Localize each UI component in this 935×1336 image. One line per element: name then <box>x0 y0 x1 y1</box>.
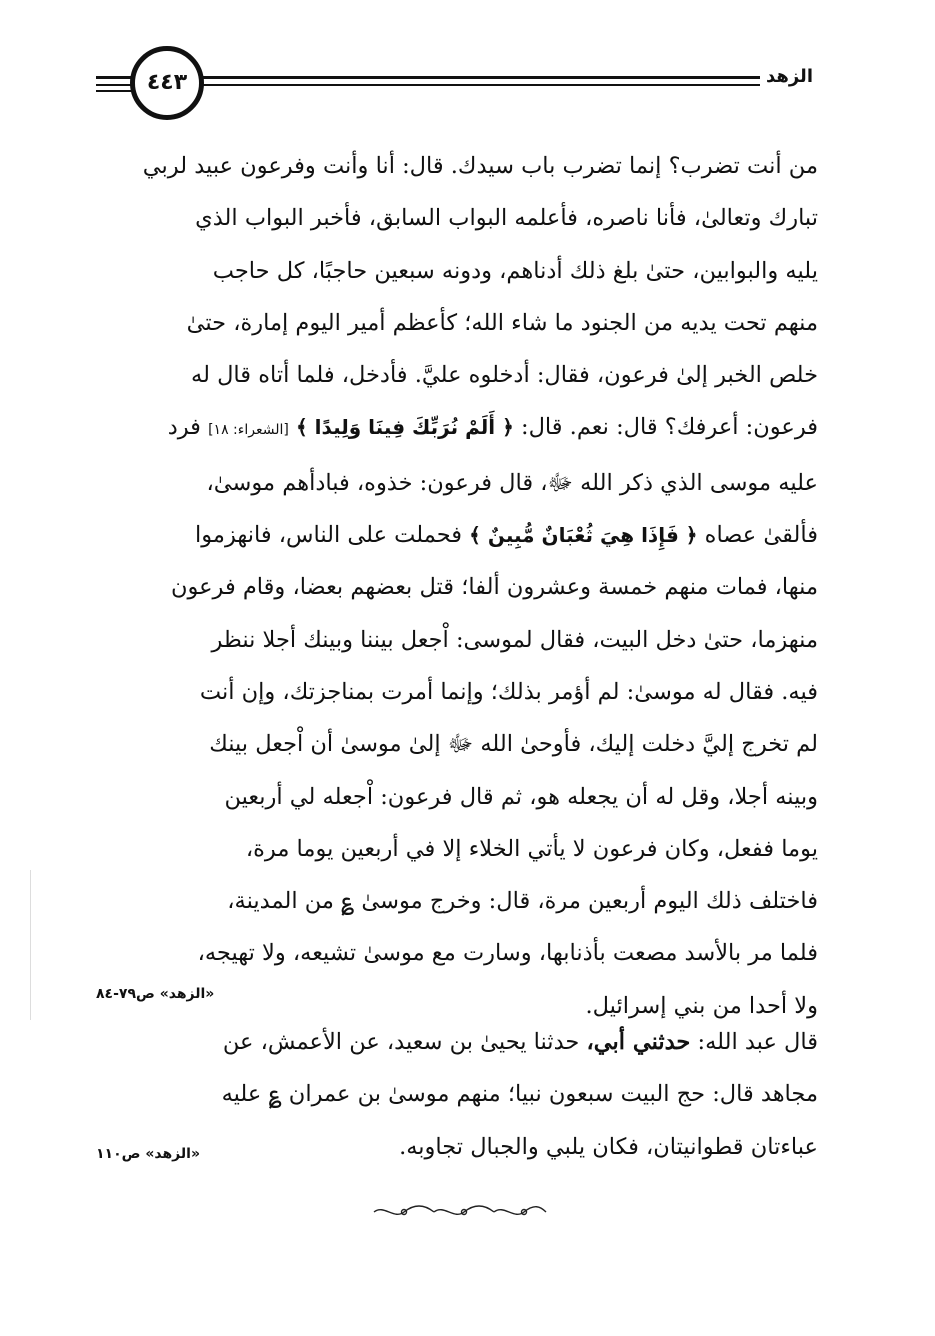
ornament-divider <box>370 1204 550 1220</box>
header-rule-top <box>96 76 818 79</box>
text-line: يليه والبوابين، حتىٰ بلغ ذلك أدناهم، ودونه سبعين حاجبًا، كل حاجب <box>212 257 818 284</box>
text-line: فاختلف ذلك اليوم أربعين مرة، قال: وخرج موسىٰ ؏ من المدينة، <box>227 888 818 915</box>
page-number: ٤٤٣ <box>130 46 204 120</box>
quran-reference: [الشعراء: ١٨] <box>208 422 289 439</box>
text-line: عليه موسى الذي ذكر الله ﷻ، قال فرعون: خذوه، فبادأهم موسىٰ، <box>206 469 818 496</box>
text-line: منها، فمات منهم خمسة وعشرون ألفا؛ قتل بعضهم بعضا، وقام فرعون <box>170 574 818 601</box>
text-line <box>96 1016 818 1068</box>
bold-text: حدثني أبي، <box>586 1029 691 1055</box>
source-reference: «الزهد» ص١١٠ <box>96 1146 200 1162</box>
quran-verse: ﴿ أَلَمْ نُرَبِّكَ فِينَا وَلِيدًا ﴾ <box>295 415 514 440</box>
running-head-title: الزهد <box>760 66 819 88</box>
second-paragraph <box>96 1016 818 1173</box>
main-text <box>96 140 818 1032</box>
line-text: قال عبد الله: <box>697 1029 818 1055</box>
page-header <box>0 0 935 140</box>
text-line: عباءتان قطوانيتان، فكان يلبي والجبال تجاوبه. <box>399 1133 818 1160</box>
text-line: يوما ففعل، وكان فرعون لا يأتي الخلاء إلا في أربعين يوما مرة، <box>245 835 818 862</box>
text-line: خلص الخبر إلىٰ فرعون، فقال: أدخلوه عليَّ. فأدخل، فلما أتاه قال له <box>191 362 818 389</box>
text-line: ولا أحدا من بني إسرائيل. <box>585 992 818 1019</box>
line-text: حدثنا يحيىٰ بن سعيد، عن الأعمش، عن <box>222 1029 580 1055</box>
line-text: فألقىٰ عصاه <box>704 522 818 549</box>
text-line: فيه. فقال له موسىٰ: لم أؤمر بذلك؛ وإنما أمرت بمناجزتك، وإن أنت <box>199 678 818 705</box>
text-line: منهم تحت يديه من الجنود ما شاء الله؛ كأعظم أمير اليوم إمارة، حتىٰ <box>186 309 818 336</box>
text-line: وبينه أجلا، وقل له أن يجعله هو، ثم قال فرعون: اْجعله لي أربعين <box>224 783 818 810</box>
text-line <box>96 401 818 456</box>
text-line: لم تخرج إليَّ دخلت إليك، فأوحىٰ الله ﷻ إلىٰ موسىٰ أن اْجعل بينك <box>209 731 818 758</box>
line-text: فرد <box>167 414 201 441</box>
text-line: منهزما، حتىٰ دخل البيت، فقال لموسى: اْجعل بيننا وبينك أجلا ننظر <box>211 626 818 653</box>
scan-margin-mark <box>30 870 31 1020</box>
quran-verse: ﴿ فَإِذَا هِيَ ثُعْبَانٌ مُّبِينٌ ﴾ <box>469 523 698 548</box>
line-text: فرعون: أعرفك؟ قال: نعم. قال: <box>520 414 818 441</box>
text-line: فلما مر بالأسد مصعت بأذنابها، وسارت مع موسىٰ تشيعه، ولا تهيجه، <box>197 940 818 967</box>
source-reference: «الزهد» ص٧٩-٨٤ <box>96 986 215 1002</box>
text-line: تبارك وتعالىٰ، فأنا ناصره، فأعلمه البواب السابق، فأخبر البواب الذي <box>195 205 818 232</box>
text-line: من أنت تضرب؟ إنما تضرب باب سيدك. قال: أنا وأنت وفرعون عبيد لربي <box>142 153 818 179</box>
text-line <box>96 509 818 561</box>
line-text: فحملت على الناس، فانهزموا <box>195 522 462 549</box>
header-rule-bottom <box>96 84 818 86</box>
text-line: مجاهد قال: حج البيت سبعون نبيا؛ منهم موسىٰ بن عمران ؏ عليه <box>221 1081 818 1108</box>
